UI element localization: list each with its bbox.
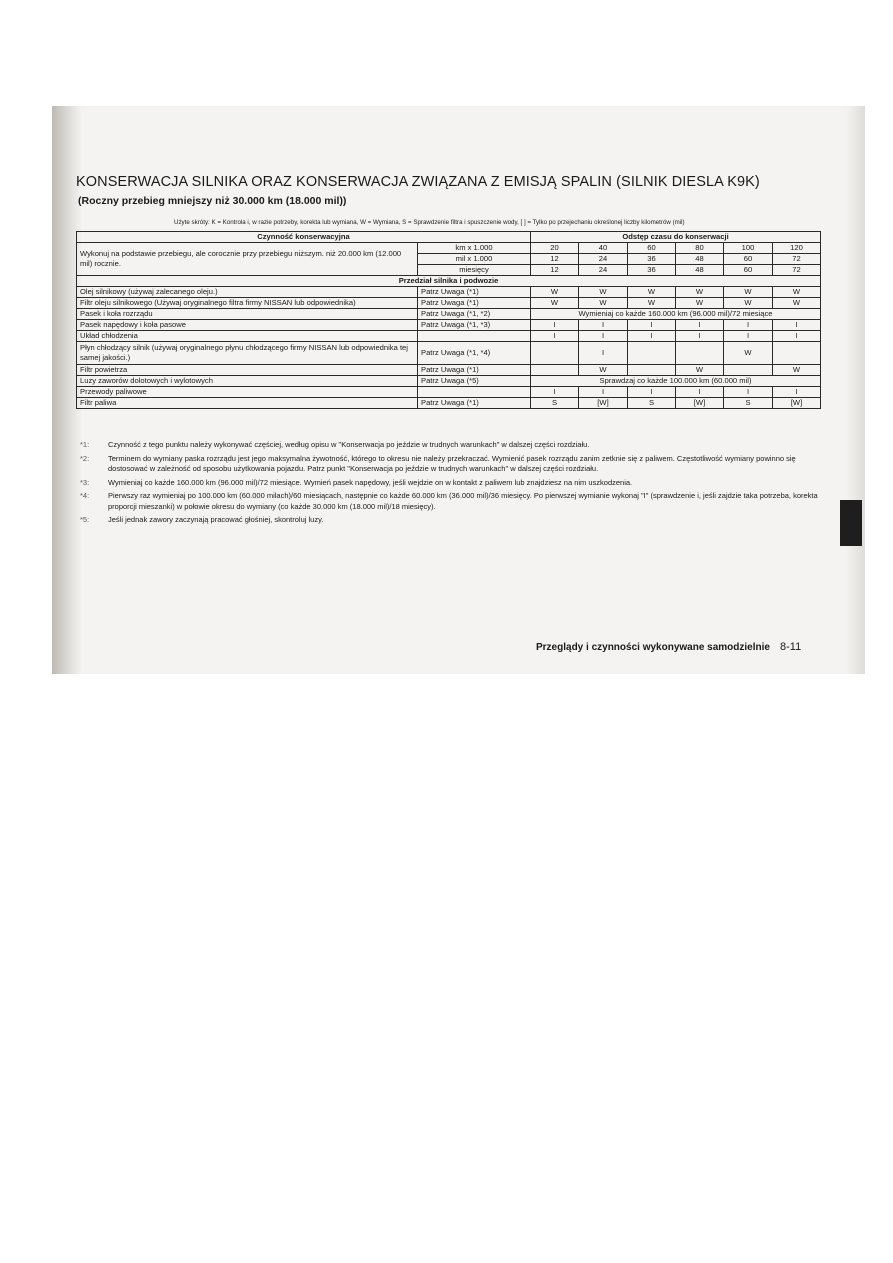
footnote-text: Pierwszy raz wymieniaj po 100.000 km (60.000 milach)/60 miesiącach, następnie co każde 60.000 km (36.000 mil)/36 miesięcy. Po pierwszej wymianie wykonaj "I" (sprawdzenie i, jeśli zajdzie taka potrzeba, korekta proporcji mieszanki) w połowie okresu do wymiany (co każde 30.000 km (18.000 mil)/18 miesięcy). bbox=[108, 491, 818, 511]
interval-row bbox=[77, 243, 821, 254]
footnotes bbox=[80, 440, 824, 529]
table-row bbox=[77, 342, 821, 365]
page-title: KONSERWACJA SILNIKA ORAZ KONSERWACJA ZWIĄZANA Z EMISJĄ SPALIN (SILNIK DIESLA K9K) bbox=[76, 174, 760, 190]
item-value: W bbox=[724, 287, 773, 298]
item-note bbox=[418, 331, 531, 342]
item-value: S bbox=[628, 398, 676, 409]
interval-value: 80 bbox=[676, 243, 724, 254]
footnote-mark: *1: bbox=[80, 440, 90, 449]
item-value: I bbox=[628, 320, 676, 331]
table-header-row bbox=[77, 232, 821, 243]
item-note: Patrz Uwaga (*1, *3) bbox=[418, 320, 531, 331]
item-value: W bbox=[676, 298, 724, 309]
item-span-text: Sprawdzaj co każde 100.000 km (60.000 mil) bbox=[531, 376, 821, 387]
item-note bbox=[418, 387, 531, 398]
interval-label: mil x 1.000 bbox=[418, 254, 531, 265]
section-row bbox=[77, 276, 821, 287]
footnote-mark: *2: bbox=[80, 453, 90, 463]
item-value: I bbox=[628, 387, 676, 398]
item-value: W bbox=[628, 298, 676, 309]
item-value: [W] bbox=[773, 398, 821, 409]
interval-value: 60 bbox=[724, 254, 773, 265]
item-value: W bbox=[773, 365, 821, 376]
item-value: I bbox=[628, 331, 676, 342]
interval-value: 100 bbox=[724, 243, 773, 254]
item-value: W bbox=[676, 287, 724, 298]
item-value: W bbox=[579, 365, 628, 376]
table-row bbox=[77, 287, 821, 298]
item-value bbox=[773, 342, 821, 365]
item-value: I bbox=[579, 342, 628, 365]
item-value bbox=[531, 365, 579, 376]
table-row bbox=[77, 365, 821, 376]
table-row bbox=[77, 376, 821, 387]
page-footer bbox=[536, 641, 801, 653]
item-name: Układ chłodzenia bbox=[77, 331, 418, 342]
item-value: I bbox=[724, 320, 773, 331]
page-subtitle: (Roczny przebieg mniejszy niż 30.000 km (18.000 mil)) bbox=[78, 195, 347, 207]
item-value: W bbox=[724, 342, 773, 365]
item-value: I bbox=[724, 331, 773, 342]
footnote bbox=[80, 478, 824, 489]
footnote-text: Czynność z tego punktu należy wykonywać częściej, według opisu w "Konserwacja po jeździe w trudnych warunkach" w dalszej części rozdziału. bbox=[108, 440, 590, 449]
footnote bbox=[80, 454, 824, 475]
footnote-text: Wymieniaj co każde 160.000 km (96.000 mil)/72 miesiące. Wymień pasek napędowy, jeśli wejdzie on w kontakt z paliwem lub znajdziesz na nim uszkodzenia. bbox=[108, 477, 633, 487]
intro-text: Wykonuj na podstawie przebiegu, ale corocznie przy przebiegu niższym. niż 20.000 km (12.000 mil) rocznie. bbox=[77, 243, 418, 276]
table-row bbox=[77, 387, 821, 398]
item-name: Filtr paliwa bbox=[77, 398, 418, 409]
interval-value: 40 bbox=[579, 243, 628, 254]
item-name: Płyn chłodzący silnik (używaj oryginalnego płynu chłodzącego firmy NISSAN lub odpowiednika tej samej jakości.) bbox=[77, 342, 418, 365]
item-value: I bbox=[676, 320, 724, 331]
item-value: I bbox=[676, 387, 724, 398]
table-row bbox=[77, 331, 821, 342]
table-row bbox=[77, 309, 821, 320]
interval-value: 12 bbox=[531, 254, 579, 265]
item-name: Luzy zaworów dolotowych i wylotowych bbox=[77, 376, 418, 387]
interval-value: 48 bbox=[676, 254, 724, 265]
chapter-tab-marker bbox=[840, 500, 862, 546]
item-value: W bbox=[579, 287, 628, 298]
item-value: W bbox=[724, 298, 773, 309]
item-value bbox=[628, 365, 676, 376]
interval-value: 24 bbox=[579, 254, 628, 265]
header-maintenance-action: Czynność konserwacyjna bbox=[77, 232, 531, 243]
item-value: I bbox=[724, 387, 773, 398]
item-name: Pasek i koła rozrządu bbox=[77, 309, 418, 320]
footnote bbox=[80, 491, 824, 512]
interval-value: 72 bbox=[773, 265, 821, 276]
item-value bbox=[628, 342, 676, 365]
item-value: S bbox=[531, 398, 579, 409]
header-interval: Odstęp czasu do konserwacji bbox=[531, 232, 821, 243]
item-value: [W] bbox=[579, 398, 628, 409]
item-note: Patrz Uwaga (*1) bbox=[418, 365, 531, 376]
footnote bbox=[80, 515, 824, 526]
footnote-text: Terminem do wymiany paska rozrządu jest jego maksymalna żywotność, którego to okresu nie należy przekraczać. Wymienić pasek rozrządu zanim zetknie się z paliwem. Częstotliwość wymiany powinno się dostosować w zależność od sposobu użytkowania pojazdu. Patrz punkt "Konserwacja po jeździe w trudnych warunkach" w dalszej części rozdziału. bbox=[108, 453, 796, 473]
footnote-text: Jeśli jednak zawory zaczynają pracować głośniej, skontroluj luzy. bbox=[108, 515, 324, 524]
item-note: Patrz Uwaga (*1, *2) bbox=[418, 309, 531, 320]
table-row bbox=[77, 398, 821, 409]
item-value: I bbox=[531, 387, 579, 398]
item-value bbox=[676, 342, 724, 365]
item-value: W bbox=[773, 287, 821, 298]
maintenance-schedule-table bbox=[76, 231, 821, 409]
item-value: I bbox=[773, 320, 821, 331]
item-value: I bbox=[773, 387, 821, 398]
interval-value: 36 bbox=[628, 254, 676, 265]
table-row bbox=[77, 298, 821, 309]
interval-value: 24 bbox=[579, 265, 628, 276]
item-value: I bbox=[531, 320, 579, 331]
footnote-mark: *5: bbox=[80, 515, 90, 524]
item-value: W bbox=[773, 298, 821, 309]
item-value: W bbox=[531, 298, 579, 309]
item-name: Filtr oleju silnikowego (Używaj oryginalnego filtra firmy NISSAN lub odpowiednika) bbox=[77, 298, 418, 309]
item-name: Filtr powietrza bbox=[77, 365, 418, 376]
edge-shadow bbox=[846, 106, 865, 674]
item-name: Przewody paliwowe bbox=[77, 387, 418, 398]
item-value: I bbox=[579, 320, 628, 331]
interval-label: miesięcy bbox=[418, 265, 531, 276]
item-value: [W] bbox=[676, 398, 724, 409]
footer-section-title: Przeglądy i czynności wykonywane samodzielnie bbox=[536, 642, 770, 653]
item-value: I bbox=[676, 331, 724, 342]
item-value: W bbox=[676, 365, 724, 376]
item-value: I bbox=[579, 387, 628, 398]
item-value: W bbox=[531, 287, 579, 298]
page-number: 8-11 bbox=[779, 641, 802, 653]
item-span-text: Wymieniaj co każde 160.000 km (96.000 mil)/72 miesiące bbox=[531, 309, 821, 320]
footnote-mark: *4: bbox=[80, 491, 90, 500]
item-value: I bbox=[579, 331, 628, 342]
item-value: I bbox=[531, 331, 579, 342]
item-value bbox=[531, 342, 579, 365]
interval-value: 12 bbox=[531, 265, 579, 276]
interval-value: 20 bbox=[531, 243, 579, 254]
interval-value: 72 bbox=[773, 254, 821, 265]
item-value: W bbox=[579, 298, 628, 309]
item-name: Pasek napędowy i koła pasowe bbox=[77, 320, 418, 331]
item-note: Patrz Uwaga (*1) bbox=[418, 298, 531, 309]
item-note: Patrz Uwaga (*1, *4) bbox=[418, 342, 531, 365]
interval-value: 120 bbox=[773, 243, 821, 254]
item-value bbox=[724, 365, 773, 376]
item-name: Olej silnikowy (używaj zalecanego oleju.) bbox=[77, 287, 418, 298]
interval-value: 60 bbox=[724, 265, 773, 276]
abbreviation-legend: Użyte skróty: K = Kontrola i, w razie potrzeby, korekta lub wymiana, W = Wymiana, S = Sprawdzenie filtra i spuszczenie wody, [ ] = Tylko po przejechaniu określonej liczby kilometrów (mil) bbox=[174, 219, 685, 226]
item-value: W bbox=[628, 287, 676, 298]
interval-value: 60 bbox=[628, 243, 676, 254]
item-note: Patrz Uwaga (*1) bbox=[418, 287, 531, 298]
interval-value: 48 bbox=[676, 265, 724, 276]
section-title: Przedział silnika i podwozie bbox=[77, 276, 821, 287]
item-note: Patrz Uwaga (*5) bbox=[418, 376, 531, 387]
item-value: I bbox=[773, 331, 821, 342]
item-value: S bbox=[724, 398, 773, 409]
footnote-mark: *3: bbox=[80, 477, 90, 487]
table-row bbox=[77, 320, 821, 331]
interval-label: km x 1.000 bbox=[418, 243, 531, 254]
interval-value: 36 bbox=[628, 265, 676, 276]
footnote bbox=[80, 440, 824, 451]
item-note: Patrz Uwaga (*1) bbox=[418, 398, 531, 409]
